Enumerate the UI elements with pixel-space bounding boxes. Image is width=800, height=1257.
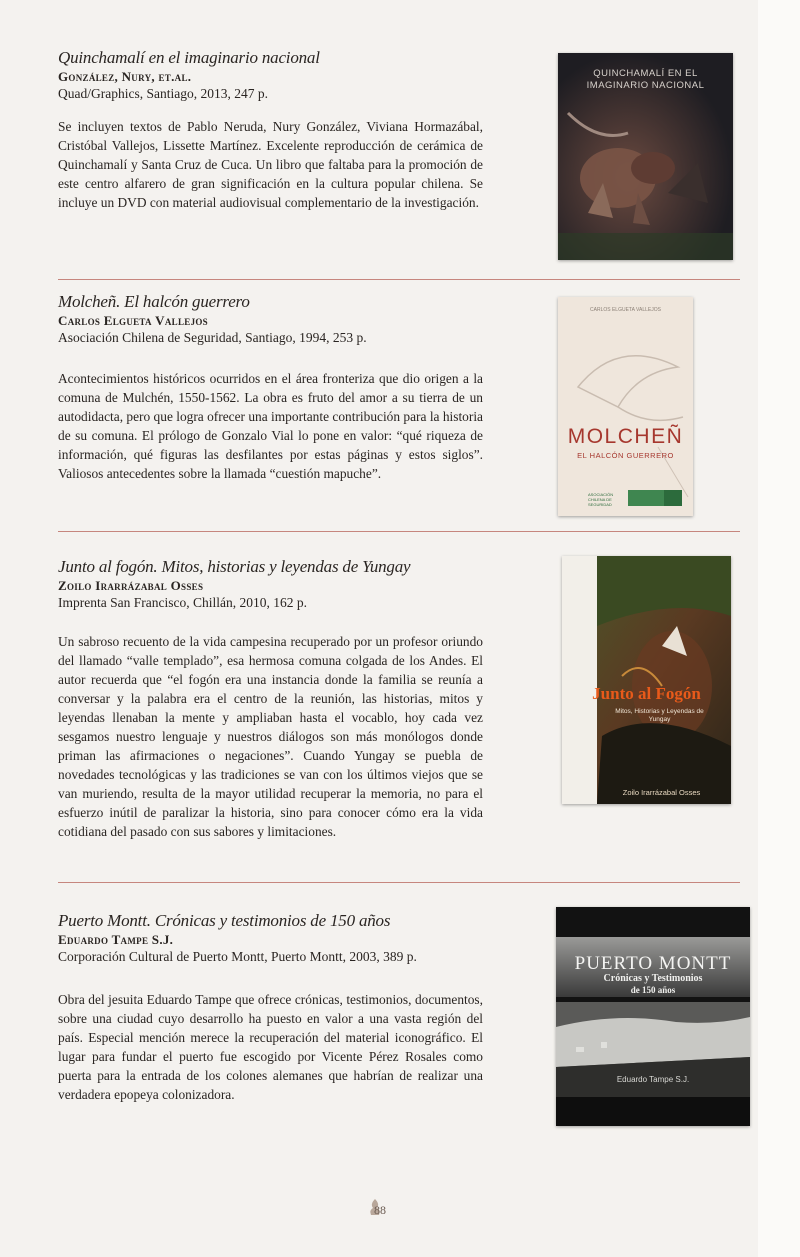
cover-author: CARLOS ELGUETA VALLEJOS [590, 307, 661, 313]
cover-publisher-logo: ASOCIACIÓN CHILENA DE SEGURIDAD [588, 492, 614, 507]
cover-subtitle-2: de 150 años [630, 985, 676, 995]
book-author: Carlos Elgueta Vallejos [58, 313, 208, 328]
cover-title: MOLCHEÑ [567, 425, 684, 448]
cover-title-line1: QUINCHAMALÍ EN EL [593, 68, 698, 79]
book-cover-molchen [558, 297, 693, 516]
book-entry [58, 292, 483, 483]
book-description: Obra del jesuita Eduardo Tampe que ofrece crónicas, testimonios, documentos, sobre una ciudad cuyo desarrollo ha puesto en valor a una vasta región del país. Especial mención merece la recuperación del material iconográfico. El lugar para fundar el puerto fue escogido por Vicente Pérez Rosales como puerta para la entrada de los colones alemanes que habrían de realizar una verdadera epopeya colonizadora. [58, 992, 483, 1102]
cover-art [562, 556, 731, 804]
divider [58, 882, 740, 883]
book-cover-puerto-montt [556, 907, 750, 1126]
book-title: Molcheñ. El halcón guerrero [58, 292, 250, 311]
book-entry [58, 48, 483, 212]
cover-title: PUERTO MONTT [574, 953, 732, 974]
book-publication: Quad/Graphics, Santiago, 2013, 247 p. [58, 86, 268, 101]
book-title: Puerto Montt. Crónicas y testimonios de 150 años [58, 911, 391, 930]
cover-title: Junto al Fogón [592, 684, 701, 703]
page-edge [758, 0, 800, 1257]
cover-art [556, 907, 750, 1126]
book-author: Eduardo Tampe S.J. [58, 932, 174, 947]
cover-author: Eduardo Tampe S.J. [616, 1075, 690, 1084]
book-description: Un sabroso recuento de la vida campesina recuperado por un profesor oriundo del llamado “valle templado”, esa hermosa comuna colgada de los Andes. El autor recuerda que “el fogón era una instancia donde la familia se reunía a conversar y la palabra era el centro de la reunión, las historias, mitos y leyendas llenaban la mente y ampliaban hasta el vocablo, hoy cada vez sesgamos nuestro lenguaje y nuestros diálogos son más monólogos donde priman las afirmaciones o negaciones”. Cuando Yungay se puebla de novedades tecnológicas y las tradiciones se van con los últimos viejos que se van muriendo, resulta de la mayor utilidad recuperar la memoria, no para el esfuerzo inútil de paralizar la historia, sino para conocer cómo era la vida cotidiana del pasado con sus sabores y limitaciones. [58, 634, 483, 839]
book-entry [58, 557, 483, 841]
book-cover-junto-al-fogon [562, 556, 731, 804]
book-publication: Imprenta San Francisco, Chillán, 2010, 162 p. [58, 595, 307, 610]
book-description: Se incluyen textos de Pablo Neruda, Nury González, Viviana Hormazábal, Cristóbal Vallejos, Lissette Martínez. Excelente reproducción de cerámica de Quinchamalí y Santa Cruz de Cuca. Un libro que faltaba para la promoción de este centro alfarero de gran significación en la cultura popular chilena. Se incluye un DVD con material audiovisual complementario de la investigación. [58, 119, 483, 210]
page-number: 88 [374, 1203, 386, 1217]
book-description: Acontecimientos históricos ocurridos en el área fronteriza que dio origen a la comuna de Mulchén, 1550-1562. La obra es fruto del amor a su tierra de un autodidacta, pero que logra ofrecer una importante contribución para la historia de su comuna. El prólogo de Gonzalo Vial lo pone en valor: “qué riqueza de información, qué figuras las desfilantes por estas páginas y estos siglos”. Valiosos antecedentes sobre la llamada “cuestión mapuche”. [58, 371, 483, 481]
book-title: Junto al fogón. Mitos, historias y leyendas de Yungay [58, 557, 411, 576]
book-publication: Asociación Chilena de Seguridad, Santiago, 1994, 253 p. [58, 330, 367, 345]
cover-subtitle: EL HALCÓN GUERRERO [577, 451, 674, 460]
divider [58, 531, 740, 532]
book-author: González, Nury, et.al. [58, 69, 192, 84]
book-author: Zoilo Irarrázabal Osses [58, 578, 204, 593]
book-entry [58, 911, 483, 1104]
cover-subtitle-1: Crónicas y Testimonios [603, 973, 703, 984]
book-publication: Corporación Cultural de Puerto Montt, Puerto Montt, 2003, 389 p. [58, 949, 417, 964]
book-cover-quinchamali [558, 53, 733, 260]
cover-author: Zoilo Irarrázabal Osses [622, 788, 701, 797]
cover-art [558, 297, 693, 516]
divider [58, 279, 740, 280]
cover-subtitle: Mitos, Historias y Leyendas de Yungay [615, 708, 704, 723]
cover-title-line2: IMAGINARIO NACIONAL [586, 80, 705, 91]
book-title: Quinchamalí en el imaginario nacional [58, 48, 320, 67]
